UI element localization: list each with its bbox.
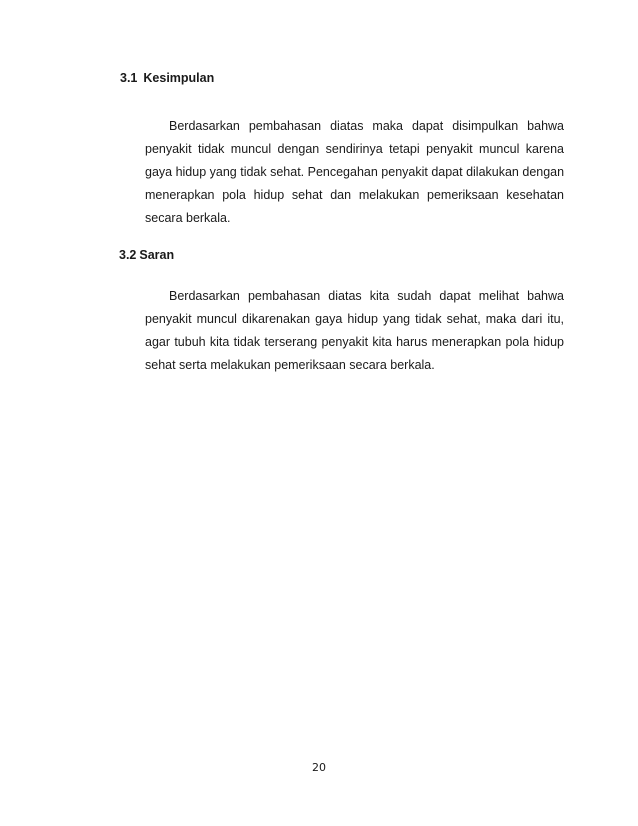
paragraph-line: penyakit tidak muncul dengan sendirinya tetapi penyakit muncul karena: [145, 142, 564, 156]
section-kesimpulan-heading: [120, 71, 214, 86]
paragraph-line: sehat serta melakukan pemeriksaan secara berkala.: [145, 358, 435, 372]
section-number: 3.2: [119, 248, 137, 262]
paragraph-line: Berdasarkan pembahasan diatas kita sudah dapat melihat bahwa: [169, 289, 564, 303]
paragraph-line: menerapkan pola hidup sehat dan melakukan pemeriksaan kesehatan: [145, 188, 564, 202]
paragraph-line: secara berkala.: [145, 211, 231, 225]
section-kesimpulan-paragraph: [145, 115, 564, 230]
section-saran-heading: [119, 248, 174, 263]
paragraph-line: penyakit muncul dikarenakan gaya hidup yang tidak sehat, maka dari itu,: [145, 312, 564, 326]
paragraph-line: Berdasarkan pembahasan diatas maka dapat disimpulkan bahwa: [169, 119, 564, 133]
section-saran-paragraph: [145, 285, 564, 377]
paragraph-line: gaya hidup yang tidak sehat. Pencegahan penyakit dapat dilakukan dengan: [145, 165, 564, 179]
page-number: 20: [312, 761, 326, 774]
section-number: 3.1: [120, 71, 138, 85]
paragraph-line: agar tubuh kita tidak terserang penyakit kita harus menerapkan pola hidup: [145, 335, 564, 349]
section-title: Kesimpulan: [143, 71, 215, 85]
section-title: Saran: [139, 248, 175, 262]
